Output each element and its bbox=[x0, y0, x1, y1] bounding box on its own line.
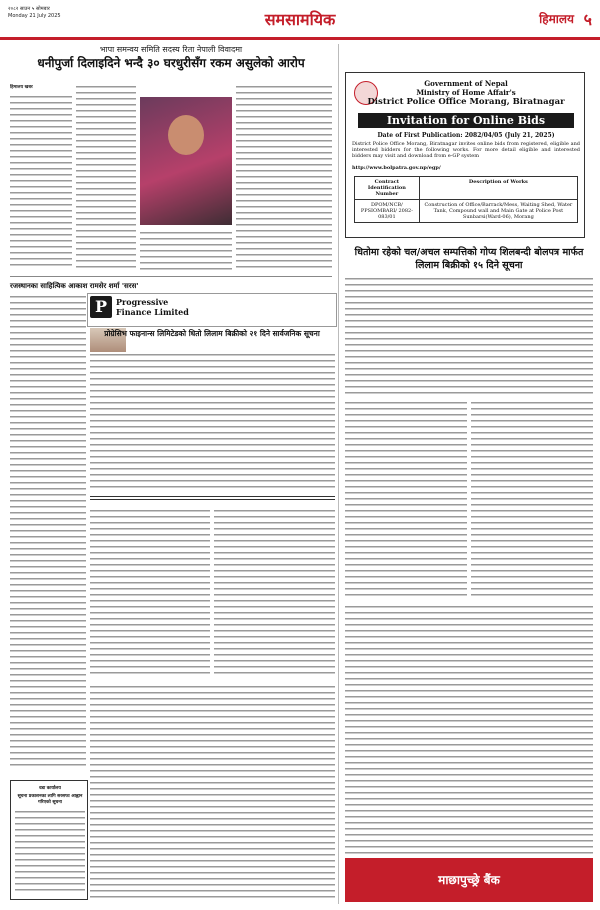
auction-notice-headline: धितोमा रहेको चल/अचल सम्पत्तिको गोप्य शिलबन्दी बोलपत्र मार्फत लिलाम बिक्रीको १५ दिने सूचना bbox=[354, 247, 584, 271]
auction-notice-body bbox=[345, 276, 593, 396]
auction-table bbox=[90, 496, 335, 500]
progressive-notice-body bbox=[90, 352, 335, 492]
tender-url: http://www.bolpatra.gov.np/egp/ bbox=[352, 165, 441, 171]
table-row bbox=[355, 200, 578, 223]
profile-headline: रजस्थानका साहित्यिक आकाश रामसेर शर्मा 'सरस' bbox=[10, 282, 139, 290]
tender-body: District Police Office Morang, Biratnagar invites online bids from registered, eligible and interested bidders for the following works. For more detail eligible and interested bidders may visit and download from e-GP system bbox=[352, 141, 580, 159]
tender-line2: Ministry of Home Affair's bbox=[416, 88, 516, 97]
auction-notice-terms bbox=[345, 604, 593, 854]
ward-notice-body bbox=[15, 809, 85, 895]
section-title: समसामयिक bbox=[264, 10, 336, 29]
tender-contract-id: DPOM/NCB/ PPSIOMBARI/ 2082-083/01 bbox=[355, 200, 420, 223]
progressive-terms bbox=[90, 684, 335, 900]
tender-col-description: Description of Works bbox=[419, 177, 577, 200]
lead-byline bbox=[10, 84, 72, 91]
tender-line3: District Police Office Morang, Biratnagar bbox=[367, 97, 565, 107]
progressive-notice-title: प्रोग्रेसिभ फाइनान्स लिमिटेडको धितो लिलाम बिक्रीको २१ दिने सार्वजनिक सूचना bbox=[104, 329, 320, 338]
lead-headline: धनीपुर्जा दिलाइदिने भन्दै ३० घरधुरीसँग रकम असुलेको आरोप bbox=[37, 56, 305, 70]
profile-body-col1 bbox=[10, 294, 86, 770]
lead-body-col1 bbox=[10, 94, 72, 270]
police-tender-ad bbox=[345, 72, 585, 238]
lead-kicker: भापा समन्वय समिति सदस्य रिता नेपाली विवादमा bbox=[99, 45, 243, 54]
ward-notice-title: सूचना प्रकाशनका लागि सरसफा आह्वान गरिएको सूचना bbox=[17, 794, 83, 805]
ward-notice-office: वडा कार्यालय bbox=[39, 786, 61, 791]
issue-date-nepali: २०८२ साउन ५ सोमबार bbox=[8, 6, 50, 12]
tender-table-header bbox=[355, 177, 578, 200]
bank-ad bbox=[345, 858, 593, 902]
bank-ad-text: माछापुच्छ्रे बैंक bbox=[438, 873, 500, 887]
masthead bbox=[0, 0, 600, 40]
auction-notice-col1 bbox=[345, 400, 467, 600]
tender-line1: Government of Nepal bbox=[424, 79, 508, 88]
tender-band: Invitation for Online Bids bbox=[358, 113, 574, 128]
progressive-logo-icon: P bbox=[90, 296, 112, 318]
lead-body-col3 bbox=[140, 230, 232, 270]
lead-body-col2 bbox=[76, 84, 136, 270]
lead-body-col4 bbox=[236, 84, 332, 270]
issue-date-english: Monday 21 July 2025 bbox=[8, 13, 61, 19]
byline-text: हिमालय खबर bbox=[10, 85, 33, 90]
brand-line1: Progressive bbox=[116, 297, 169, 307]
newspaper-logo: हिमालय bbox=[539, 12, 574, 26]
tender-description: Construction of Office/Barrack/Mess, Waiting Shed, Water Tank, Compound wall and Main Gate at Police Post Sunbarsi(Ward-06), Morang bbox=[419, 200, 577, 223]
progressive-logo bbox=[90, 294, 330, 324]
auction-col1 bbox=[90, 508, 210, 678]
page-number: ५ bbox=[583, 10, 592, 29]
brand-line2: Finance Limited bbox=[116, 307, 189, 317]
column-rule bbox=[338, 44, 339, 904]
tender-table bbox=[354, 176, 578, 223]
auction-table-header bbox=[90, 497, 335, 500]
divider bbox=[10, 276, 332, 277]
lead-photo bbox=[140, 97, 232, 225]
auction-col2 bbox=[214, 508, 335, 678]
auction-notice-col2 bbox=[471, 400, 593, 600]
tender-date: Date of First Publication: 2082/04/05 (July 21, 2025) bbox=[377, 132, 555, 139]
ward-notice bbox=[10, 780, 88, 900]
tender-col-contract: Contract Identification Number bbox=[355, 177, 420, 200]
issue-meta bbox=[8, 6, 61, 20]
